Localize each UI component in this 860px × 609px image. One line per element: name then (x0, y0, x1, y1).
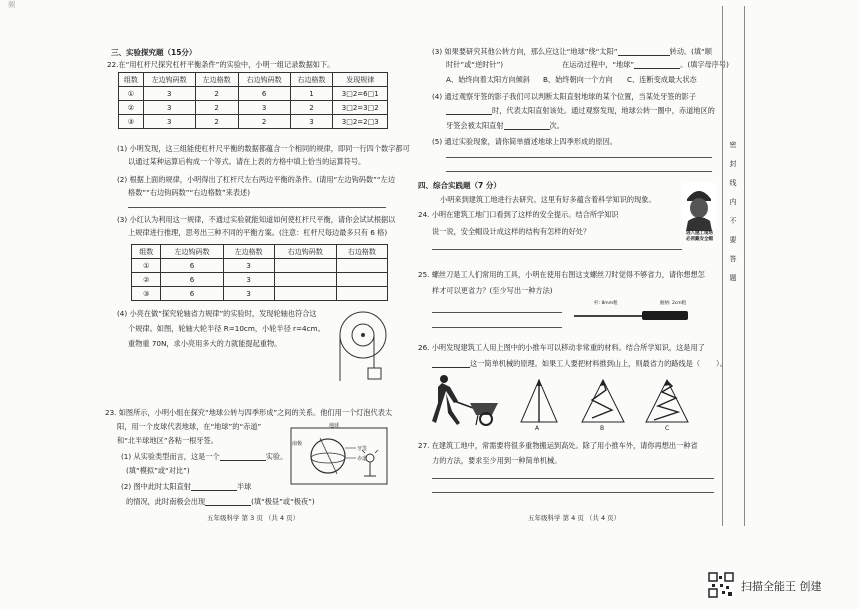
seal-char: 不 (729, 217, 737, 225)
q23-3-tail: 转动。(填“顺 (669, 47, 712, 56)
q23-2-hint: (填“极昼”或“极夜”) (251, 497, 315, 506)
table-row (132, 287, 388, 301)
table-cell: ② (119, 101, 144, 115)
table-cell: 6 (161, 273, 223, 287)
q23-1-line1 (121, 452, 287, 461)
seal-char: 封 (729, 160, 737, 168)
left-page-footer: 五年级科学 第 3 页 （共 4 页） (207, 514, 300, 522)
answer-line[interactable] (432, 249, 682, 250)
balance-plan-table (131, 244, 388, 301)
section-4-heading: 四、综合实践题（7 分） (418, 181, 501, 190)
table-cell: 3□2=3□2 (333, 101, 388, 115)
table2-header: 右边钩码数 (274, 245, 336, 259)
table-cell: 6 (161, 287, 223, 301)
q22-1-line1: (1) 小明发现，这三组能使杠杆尺平衡的数据都蕴含一个相同的规律，即同一行四个数字都可 (117, 144, 410, 153)
table-cell: 3 (223, 259, 274, 273)
table-cell: 3 (223, 273, 274, 287)
table1-header: 右边格数 (290, 73, 333, 87)
option-b-label[interactable]: B (600, 425, 605, 432)
helmet-caption-2: 必须戴安全帽 (686, 237, 713, 242)
table-cell-input[interactable] (274, 259, 336, 273)
table-cell: 2 (195, 101, 238, 115)
q23-3-hint: 。(填字母序号) (680, 60, 729, 69)
mountain-path-a (517, 378, 561, 424)
section-4-intro: 小明来到建筑工地进行去研究。这里有好多蕴含着科学知识的现象。 (440, 195, 656, 204)
q23-3-text2: 在运动过程中，“地球” (562, 60, 635, 69)
q23-4-text: 时，代表太阳直射该处。通过观察发现，地球公转一圈中，赤道地区的 (492, 106, 715, 115)
answer-line[interactable] (432, 478, 714, 479)
q23-4-line1: (4) 通过观察牙签的影子我们可以判断太阳直射地球的某个位置，当某处牙签的影子 (432, 92, 697, 101)
table-cell: ③ (119, 115, 144, 129)
answer-blank[interactable] (446, 107, 492, 115)
table-cell: 1 (290, 87, 333, 101)
helmet-caption-1: 进入施工现场 (686, 231, 713, 236)
q23-1-hint: (填“模拟”或“对比”) (126, 466, 190, 475)
q26-line1: 26. 小明发现建筑工人用上图中的小推车可以移动非常重的材料。结合所学知识，这是用了 (418, 343, 705, 352)
q22-4-line3: 重物重 70N，求小亮用多大的力就能提起重物。 (128, 339, 282, 348)
earth-sun-diagram (290, 420, 390, 488)
q23-2-text: (2) 图中此时太阳直射 (121, 482, 191, 491)
table-cell: 3 (143, 115, 195, 129)
q23-4-line2 (446, 106, 715, 115)
answer-blank[interactable] (191, 483, 237, 491)
table2-header: 右边格数 (336, 245, 387, 259)
q26-line2 (432, 359, 727, 368)
table-cell: 3 (238, 101, 290, 115)
seal-char: 密 (729, 141, 737, 149)
q23-2-text2: 的情况，此时南极会出现 (126, 497, 206, 506)
q23-3-line2: 时针”或“逆时针”) (446, 60, 504, 69)
table-cell: 2 (238, 115, 290, 129)
answer-blank[interactable] (432, 360, 470, 368)
seal-char: 答 (729, 255, 737, 263)
table1-header: 左边格数 (195, 73, 238, 87)
screwdriver-image (572, 306, 694, 324)
answer-blank[interactable] (618, 48, 670, 56)
answer-line[interactable] (128, 207, 386, 208)
table2-header: 左边钩码数 (161, 245, 223, 259)
table-cell: 3 (290, 115, 333, 129)
q22-1-line2: 以通过某种运算后构成一个等式。请在上表的方格中填上恰当的运算符号。 (128, 157, 366, 166)
label-south-pole: 南极 (292, 441, 303, 447)
table-row (119, 87, 388, 101)
q22-3-line1: (3) 小红认为利用这一规律，不通过实验就能知道如何使杠杆尺平衡，请你会试试根据以 (117, 215, 396, 224)
top-mark: 频 (8, 0, 16, 9)
table1-header: 右边钩码数 (238, 73, 290, 87)
q23-3-text: (3) 如果要研究其他公转方向，那么应这让“地球”绕“太阳” (432, 47, 618, 56)
option-c-label[interactable]: C (665, 425, 670, 432)
table1-header: 左边钩码数 (143, 73, 195, 87)
q24-line2: 说一说，安全帽设计成这样的结构有怎样的好处？ (432, 227, 591, 236)
table-cell: 3 (143, 87, 195, 101)
q26-text: 这一简单机械的原理。如果工人要把材料推到山上，则最省力的路线是（ (470, 359, 701, 368)
q23-3-line3 (562, 60, 729, 69)
table-row (132, 273, 388, 287)
table-row (119, 101, 388, 115)
label-equator: 赤道 (357, 456, 368, 462)
table-cell: 3□2=2□3 (333, 115, 388, 129)
table-cell-input[interactable] (274, 273, 336, 287)
q22-3-line2: 上规律进行推理，思考出三种不同的平衡方案。(注意：杠杆尺每边最多只有 6 格) (128, 228, 388, 237)
option-a[interactable]: A、始终向着太阳方向倾斜 (446, 75, 530, 84)
q23-2-line2 (126, 497, 315, 506)
table1-header: 组数 (119, 73, 144, 87)
q26-tail: ）。 (716, 359, 727, 368)
table-cell: 6 (238, 87, 290, 101)
q22-2-line2: 格数”“右边钩码数”“右边格数”来表述) (128, 188, 251, 197)
answer-line[interactable] (446, 171, 712, 172)
option-c[interactable]: C、连断变成最大状态 (627, 75, 697, 84)
q23-4-tail: 次。 (549, 121, 564, 130)
q23-1-tail: 实验。 (265, 452, 288, 461)
helmet-poster-image (682, 183, 716, 231)
q24-line1: 24. 小明在建筑工地门口看到了这样的安全提示。结合所学知识 (418, 210, 619, 219)
seal-line-text (728, 136, 738, 288)
seal-char: 线 (729, 179, 737, 187)
q23-4-text2: 牙签会被太阳直射 (446, 121, 504, 130)
answer-line[interactable] (446, 157, 712, 158)
table-row (132, 259, 388, 273)
q27-line2: 力的方法，要求至少用到一种简单机械。 (432, 456, 562, 465)
table1-header: 发现规律 (333, 73, 388, 87)
label-toothpick: 牙签 (357, 446, 368, 452)
table-cell-input[interactable] (336, 273, 387, 287)
table-cell: 6 (161, 259, 223, 273)
seal-char: 要 (729, 236, 737, 244)
q22-intro: 22.在“用杠杆尺探究杠杆平衡条件”的实验中，小明一组记录数据如下。 (107, 60, 335, 69)
q23-2-line1 (121, 482, 251, 491)
table-cell-input[interactable] (274, 287, 336, 301)
q23-3-line1 (432, 47, 712, 56)
table-cell: 3□2=6□1 (333, 87, 388, 101)
q23-4-line3 (446, 121, 564, 130)
wheel-axle-diagram (335, 303, 395, 385)
table-cell: ② (132, 273, 161, 287)
q22-4-line2: 个规律。如图，轮轴大轮半径 R=10cm，小轮半径 r=4cm。 (128, 324, 325, 333)
right-page-footer: 五年级科学 第 4 页 （共 4 页） (528, 514, 621, 522)
q23-1-text: (1) 从实验类型而言，这是一个 (121, 452, 220, 461)
option-b[interactable]: B、始终朝向一个方向 (543, 75, 613, 84)
table2-header: 左边格数 (223, 245, 274, 259)
answer-line[interactable] (432, 312, 562, 313)
answer-blank[interactable] (205, 498, 251, 506)
seal-char: 内 (729, 198, 737, 206)
table-row (119, 115, 388, 129)
screwdriver-handle-label: 握柄: 2cm粗 (660, 301, 687, 306)
mountain-path-b (578, 378, 628, 424)
table-cell-input[interactable] (336, 287, 387, 301)
q27-line1: 27. 在建筑工地中，常需要将很多重物搬运到高处。除了用小推车外，请你再想出一种省 (418, 441, 698, 450)
scanner-watermark: 扫描全能王 创建 (741, 580, 822, 593)
answer-blank[interactable] (634, 61, 680, 69)
section-3-heading: 三、实验探究题（15分） (111, 48, 197, 57)
answer-line[interactable] (432, 492, 714, 493)
table-cell-input[interactable] (336, 259, 387, 273)
table-cell: 3 (223, 287, 274, 301)
table-cell: 2 (290, 101, 333, 115)
qr-code-icon (708, 572, 734, 598)
table2-header: 组数 (132, 245, 161, 259)
margin-line-left (722, 6, 723, 526)
answer-line[interactable] (432, 327, 562, 328)
q25-line1: 25. 螺丝刀是工人们常用的工具，小明在使用右图这支螺丝刀时觉得不够省力，请你想想怎 (418, 270, 705, 279)
lever-data-table (118, 72, 388, 129)
q23-line3: 和“北半球地区”各粘一根牙签。 (117, 436, 218, 445)
option-a-label[interactable]: A (535, 425, 540, 432)
answer-blank[interactable] (504, 122, 550, 130)
table-cell: ① (132, 259, 161, 273)
mountain-path-c (642, 378, 692, 424)
q23-line2: 阳，用一个皮球代表地球，在“地球”的“赤道” (117, 422, 262, 431)
table-cell: ① (119, 87, 144, 101)
table-cell: ③ (132, 287, 161, 301)
table-cell: 2 (195, 87, 238, 101)
q23-2-tail: 半球 (236, 482, 252, 491)
margin-line-right (744, 6, 745, 526)
q23-line1: 23. 如图所示，小明小组在探究“地球公转与四季形成”之间的关系。他们用一个灯泡代表太 (105, 408, 393, 417)
screwdriver-shaft-label: 杆: 8mm粗 (594, 301, 618, 306)
q22-2-line1: (2) 根据上面的规律，小明得出了杠杆尺左右两边平衡的条件。(请用“左边钩码数”“左边 (117, 175, 396, 184)
q22-4-line1: (4) 小亮在做“探究轮轴省力规律”的实验时，发现轮轴也符合这 (117, 309, 317, 318)
answer-blank[interactable] (220, 453, 266, 461)
table-cell: 2 (195, 115, 238, 129)
q25-line2: 样才可以更省力？(至少写出一种方法) (432, 286, 553, 295)
table-cell: 3 (143, 101, 195, 115)
label-earth: 地球 (329, 423, 340, 429)
q23-5: (5) 通过实验现象，请你简单描述地球上四季形成的原因。 (432, 137, 617, 146)
seal-char: 题 (729, 274, 737, 282)
wheelbarrow-worker-image (430, 373, 504, 427)
